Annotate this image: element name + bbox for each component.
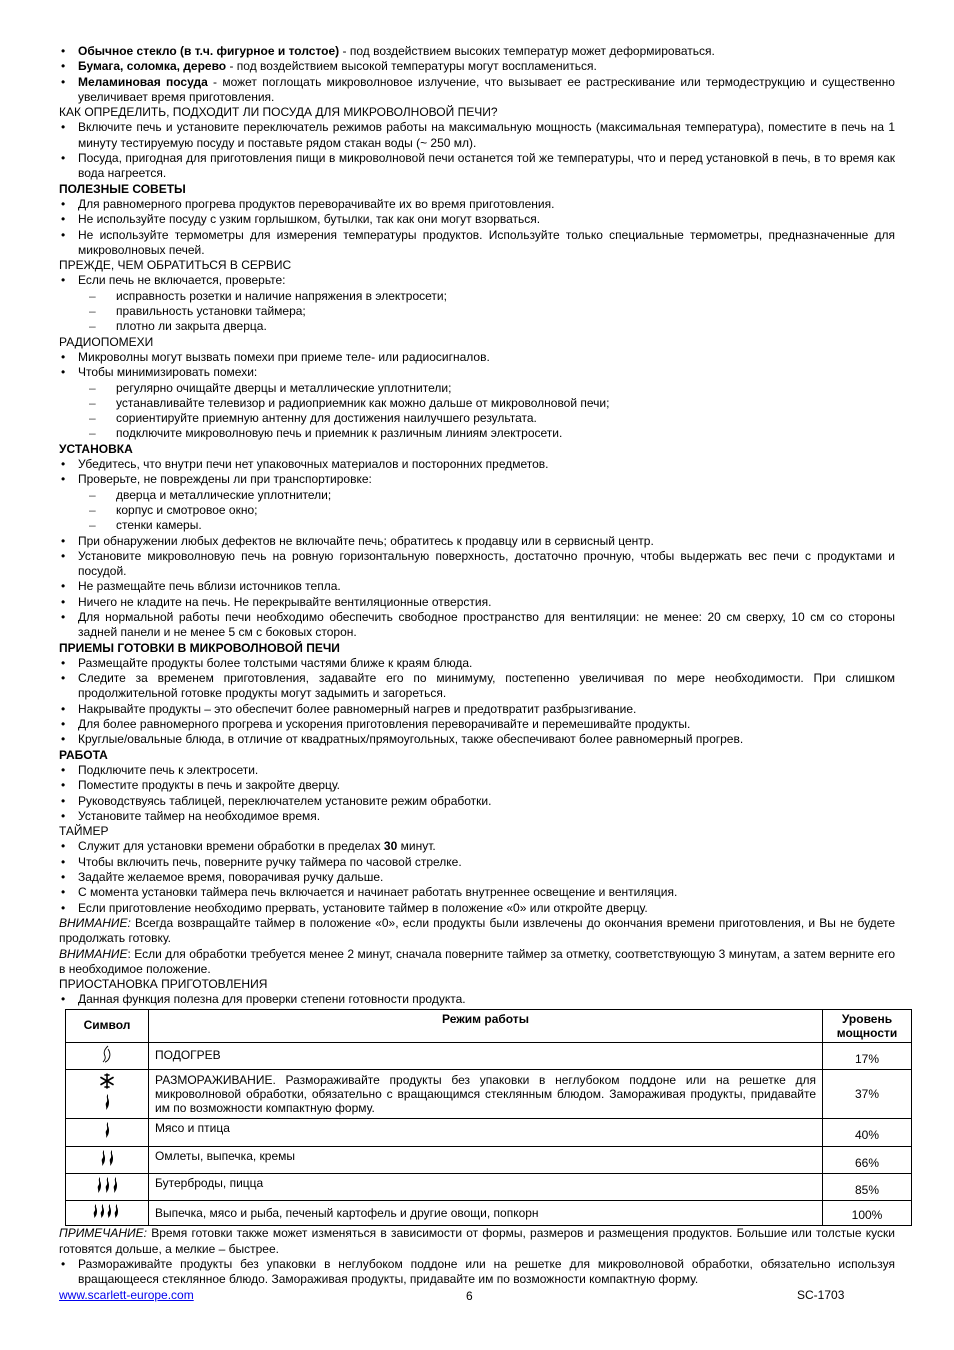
flame-2-icon (98, 1149, 116, 1171)
dash-item: – плотно ли закрыта дверца. (59, 319, 895, 334)
flame-4-icon (91, 1203, 123, 1223)
operation-list (59, 763, 895, 824)
dash-item: – дверца и металлические уплотнители; (59, 488, 895, 503)
table-row (66, 1119, 912, 1146)
section-heading: УСТАНОВКА (59, 441, 133, 456)
install-list (59, 457, 895, 641)
section-heading: РАБОТА (59, 747, 108, 762)
list-item: • Включите печь и установите переключатель режимов работы на максимальную мощность (максимальная температура), поместите в печь на 1 минуту тестируемую посуду и поставьте рядом стакан воды (~ 250 мл). (59, 120, 895, 151)
list-item: • Для более равномерного прогрева и ускорения приготовления переворачивайте и перемешивайте продукты. (59, 717, 895, 732)
warm-icon (99, 1045, 115, 1067)
radio-list (59, 350, 895, 442)
attention-note: ВНИМАНИЕ: Если для обработки требуется менее 2 минут, сначала поверните таймер за отметку, соответствующую 3 минутам, а затем верните его в необходимое положение. (59, 946, 895, 976)
column-header-mode: Режим работы (149, 1009, 823, 1042)
list-item: • Посуда, пригодная для приготовления пищи в микроволновой печи останется той же температуры, что и перед установкой в печь, в то время как вода нагреется. (59, 151, 895, 182)
list-item: • Чтобы включить печь, поверните ручку таймера по часовой стрелке. (59, 855, 895, 870)
list-item: • Проверьте, не повреждены ли при транспортировке: (59, 472, 895, 487)
list-item: • Ничего не кладите на печь. Не перекрывайте вентиляционные отверстия. (59, 595, 895, 610)
dash-item: – подключите микроволновую печь и приемник к различным линиям электросети. (59, 426, 895, 441)
column-header-symbol: Символ (66, 1009, 149, 1042)
list-item: • Не используйте термометры для измерения температуры продуктов. Используйте только специальные термометры, предназначенные для микроволновых печей. (59, 228, 895, 259)
mode-cell: Омлеты, выпечка, кремы (149, 1146, 823, 1173)
list-item: • Обычное стекло (в т.ч. фигурное и толстое) - под воздействием высоких температур может деформироваться. (59, 44, 895, 59)
page-footer (59, 1288, 895, 1304)
check-dish-list (59, 120, 895, 181)
list-item: • Не используйте посуду с узким горлышком, бутылки, так как они могут взорваться. (59, 212, 895, 227)
power-modes-table (65, 1009, 912, 1227)
section-heading: ПОЛЕЗНЫЕ СОВЕТЫ (59, 181, 186, 196)
list-item: • Убедитесь, что внутри печи нет упаковочных материалов и посторонних предметов. (59, 457, 895, 472)
section-heading: КАК ОПРЕДЕЛИТЬ, ПОДХОДИТ ЛИ ПОСУДА ДЛЯ МИКРОВОЛНОВОЙ ПЕЧИ? (59, 105, 498, 120)
level-cell: 66% (823, 1146, 912, 1173)
defrost-icon (99, 1072, 115, 1116)
list-item: • Задайте желаемое время, поворачивая ручку дальше. (59, 870, 895, 885)
list-item: • Меламиновая посуда - может поглощать микроволновое излучение, что вызывает ее растрескивание или термодеструкцию и существенно увеличивает время приготовления. (59, 75, 895, 106)
list-item: • Руководствуясь таблицей, переключателем установите режим обработки. (59, 794, 895, 809)
website-link[interactable]: www.scarlett-europe.com (59, 1288, 194, 1302)
timer-list (59, 839, 895, 915)
list-item: • Подключите печь к электросети. (59, 763, 895, 778)
list-item: • Если приготовление необходимо прервать, установите таймер в положение «0» или откройте дверцу. (59, 901, 895, 916)
list-item: • Служит для установки времени обработки в пределах 30 минут. (59, 839, 895, 854)
list-item: • Для нормальной работы печи необходимо обеспечить свободное пространство для вентиляции: не менее: 20 см сверху, 10 см со стороны задней панели и не менее 5 см с боковых сторон. (59, 610, 895, 641)
list-item: • Размораживайте продукты без упаковки в неглубоком поддоне или на решетке для микроволновой обработки, обязательно используя вращающееся стеклянное блюдо. Замораживая продукты, придавайте им по возможности компактную форму. (59, 1257, 895, 1288)
mode-cell: ПОДОГРЕВ (149, 1042, 823, 1069)
list-item: • Установите микроволновую печь на ровную горизонтальную поверхность, достаточно прочную, чтобы выдержать вес печи с продуктами и посудой. (59, 549, 895, 580)
table-row (66, 1070, 912, 1119)
list-item: • Если печь не включается, проверьте: (59, 273, 895, 288)
table-row (66, 1173, 912, 1200)
attention-note: ВНИМАНИЕ: Всегда возвращайте таймер в положение «0», если продукты были извлечены до окончания времени приготовления, и Вы не будете продолжать готовку. (59, 915, 895, 946)
tips-list (59, 197, 895, 258)
pause-list (59, 992, 895, 1007)
materials-list (59, 44, 895, 105)
dash-item: – корпус и смотровое окно; (59, 503, 895, 518)
section-heading: ТАЙМЕР (59, 824, 109, 839)
section-heading: ПРЕЖДЕ, ЧЕМ ОБРАТИТЬСЯ В СЕРВИС (59, 258, 292, 273)
list-item: • Размещайте продукты более толстыми частями ближе к краям блюда. (59, 656, 895, 671)
section-heading: ПРИОСТАНОВКА ПРИГОТОВЛЕНИЯ (59, 977, 268, 992)
dash-item: – сориентируйте приемную антенну для достижения наилучшего результата. (59, 411, 895, 426)
mode-cell: Мясо и птица (149, 1119, 823, 1146)
dash-item: – регулярно очищайте дверцы и металлические уплотнители; (59, 381, 895, 396)
table-row (66, 1146, 912, 1173)
level-cell: 85% (823, 1173, 912, 1200)
list-item: • Поместите продукты в печь и закройте дверцу. (59, 778, 895, 793)
manual-page (59, 44, 898, 1288)
dash-item: – стенки камеры. (59, 518, 895, 533)
list-item: • Бумага, соломка, дерево - под воздействием высокой температуры могут воспламениться. (59, 59, 895, 74)
page-number: 6 (466, 1289, 473, 1303)
table-header-row (66, 1009, 912, 1042)
list-item: • Круглые/овальные блюда, в отличие от квадратных/прямоугольных, также обеспечивают более равномерный прогрев. (59, 732, 895, 747)
mode-cell: РАЗМОРАЖИВАНИЕ. Размораживайте продукты без упаковки в неглубоком поддоне или на решетке для микроволновой обработки, обязательно с вращающимся стеклянным блюдом. Замораживая продукты, придавайте им по возможности компактную форму. (149, 1070, 823, 1119)
table-row (66, 1042, 912, 1069)
note: ПРИМЕЧАНИЕ: Время готовки также может изменяться в зависимости от формы, размеров и размещения продуктов. Большие или толстые куски готовятся дольше, а мелкие – быстрее. (59, 1226, 895, 1256)
dash-item: – устанавливайте телевизор и радиоприемник как можно дальше от микроволновой печи; (59, 396, 895, 411)
list-item: • Следите за временем приготовления, задавайте его по минимуму, постепенно увеличивая по мере необходимости. При слишком продолжительной готовке продукты могут задымить и загореться. (59, 671, 895, 702)
list-item: • С момента установки таймера печь включается и начинает работать внутреннее освещение и вентиляция. (59, 885, 895, 900)
level-cell: 100% (823, 1201, 912, 1226)
list-item: • Чтобы минимизировать помехи: (59, 365, 895, 380)
list-item: • Установите таймер на необходимое время. (59, 809, 895, 824)
mode-cell: Выпечка, мясо и рыба, печеный картофель и другие овощи, попкорн (149, 1201, 823, 1226)
list-item: • Не размещайте печь вблизи источников тепла. (59, 579, 895, 594)
column-header-level: Уровень мощности (823, 1009, 912, 1042)
level-cell: 37% (823, 1070, 912, 1119)
list-item: • Накрывайте продукты – это обеспечит более равномерный нагрев и предотвратит разбрызгивание. (59, 702, 895, 717)
cooking-list (59, 656, 895, 748)
section-heading: РАДИОПОМЕХИ (59, 334, 154, 349)
level-cell: 40% (823, 1119, 912, 1146)
table-row (66, 1201, 912, 1226)
section-heading: ПРИЕМЫ ГОТОВКИ В МИКРОВОЛНОВОЙ ПЕЧИ (59, 640, 340, 655)
list-item: • Микроволны могут вызвать помехи при приеме теле- или радиосигналов. (59, 350, 895, 365)
flame-3-icon (94, 1176, 120, 1198)
service-list (59, 273, 895, 334)
list-item: • Данная функция полезна для проверки степени готовности продукта. (59, 992, 895, 1007)
level-cell: 17% (823, 1042, 912, 1069)
list-item: • Для равномерного прогрева продуктов переворачивайте их во время приготовления. (59, 197, 895, 212)
note-list (59, 1257, 895, 1288)
dash-item: – исправность розетки и наличие напряжения в электросети; (59, 289, 895, 304)
dash-item: – правильность установки таймера; (59, 304, 895, 319)
mode-cell: Бутерброды, пицца (149, 1173, 823, 1200)
model-number: SC-1703 (797, 1288, 845, 1302)
flame-1-icon (102, 1121, 112, 1143)
list-item: • При обнаружении любых дефектов не включайте печь; обратитесь к продавцу или в сервисный центр. (59, 534, 895, 549)
